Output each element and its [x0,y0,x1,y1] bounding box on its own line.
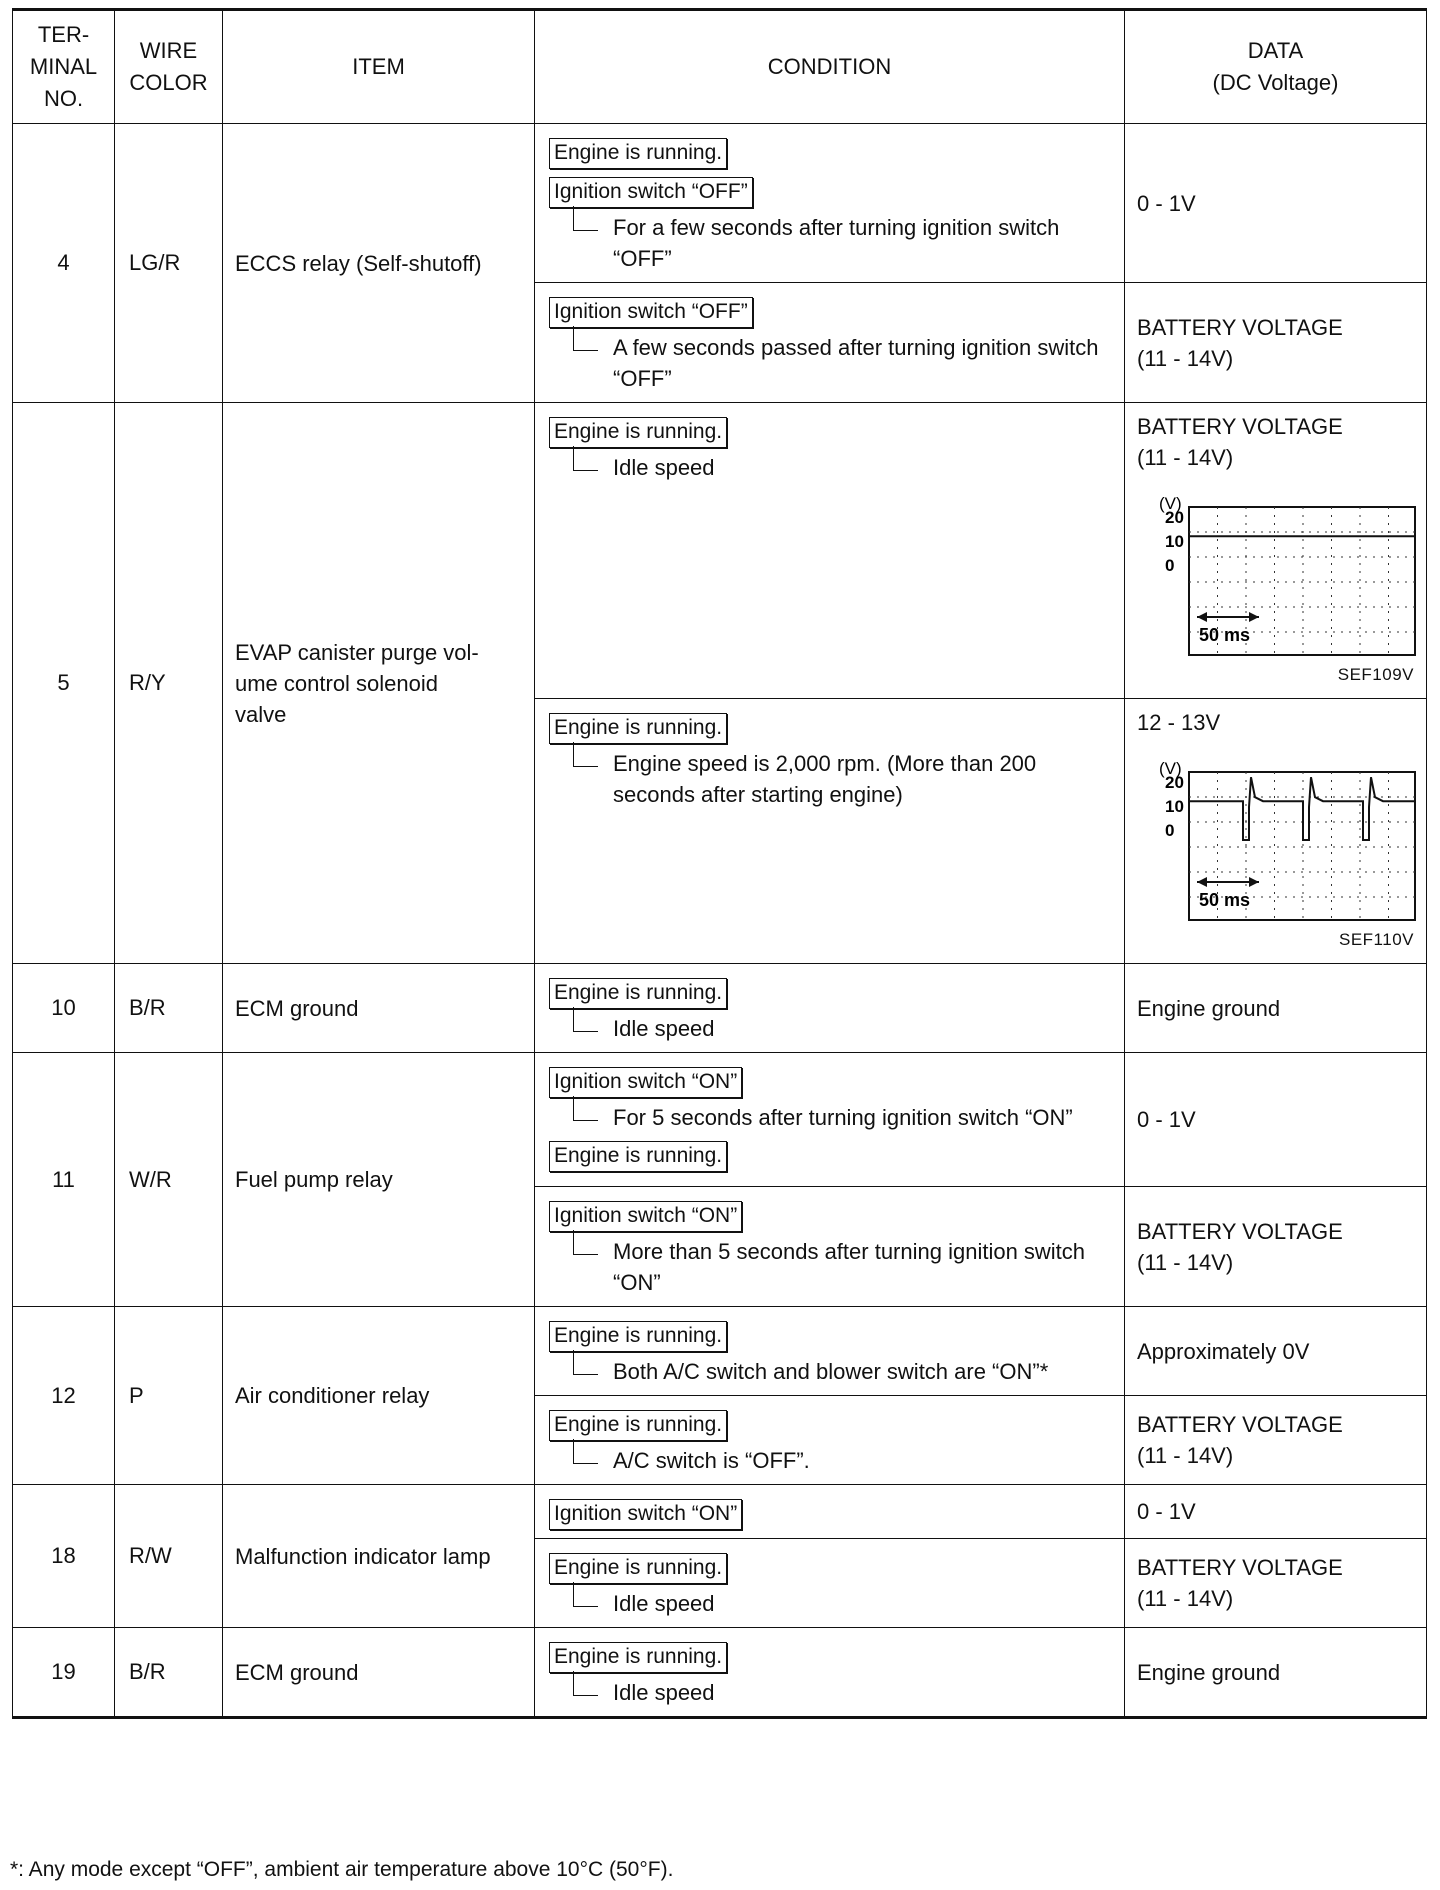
wire-color-cell: R/W [115,1485,223,1628]
arrow-left-icon [1197,877,1207,887]
y-axis-unit: (V) [1159,494,1182,513]
footnote: *: Any mode except “OFF”, ambient air temperature above 10°C (50°F). [10,1858,674,1881]
condition-cell [535,1485,1125,1539]
time-scale-label: 50 ms [1199,625,1251,645]
data-cell [1125,1628,1427,1718]
condition-detail [549,212,1110,274]
data-cell [1125,124,1427,283]
header-condition [535,10,1125,124]
condition-box: Ignition switch “ON” [549,1499,742,1530]
terminal-no-cell: 4 [13,124,115,403]
data-cell [1125,1485,1427,1539]
table-row [13,1307,1427,1396]
condition-box-wrap [549,970,1110,1009]
data-value: 0 - 1V [1137,1107,1196,1132]
data-value: 0 - 1V [1137,190,1196,216]
y-tick-label: 10 [1165,797,1184,816]
condition-cell [535,699,1125,964]
header-terminal-no-text: TER- MINAL NO. [29,22,98,111]
condition-detail [549,1102,1110,1133]
condition-detail-text: A few seconds passed after turning ignition switch “OFF” [613,335,1099,391]
data-value: BATTERY VOLTAGE (11 - 14V) [1137,314,1343,371]
data-cell [1125,1539,1427,1628]
data-cell [1125,964,1427,1053]
header-terminal-no [13,10,115,124]
condition-detail-text: A/C switch is “OFF”. [613,1448,810,1473]
condition-box-wrap [549,1402,1110,1441]
bracket-connector-icon [573,1439,598,1464]
figure-code: SEF109V [1337,665,1414,684]
data-cell [1125,1307,1427,1396]
y-tick-label: 20 [1165,508,1184,527]
condition-cell [535,124,1125,283]
terminal-no-cell: 11 [13,1053,115,1307]
terminal-spec-table [12,8,1427,1719]
table-row [13,403,1427,699]
table-header-row [13,10,1427,124]
condition-box: Ignition switch “ON” [549,1067,742,1098]
condition-box-wrap [549,130,1110,169]
item-cell: EVAP canister purge vol- ume control solenoid valve [223,403,535,964]
bracket-connector-icon [573,1096,598,1121]
waveform-trace [1189,777,1415,840]
condition-box-wrap [549,1193,1110,1232]
wire-color-cell: W/R [115,1053,223,1307]
data-cell [1125,403,1427,699]
condition-cell [535,1628,1125,1718]
header-item-text: ITEM [352,54,405,79]
y-axis-unit: (V) [1159,759,1182,778]
table-row [13,1628,1427,1718]
condition-box: Engine is running. [549,978,727,1009]
time-scale-label: 50 ms [1199,890,1251,910]
condition-cell [535,1307,1125,1396]
wire-color-cell: P [115,1307,223,1485]
condition-detail-text: Engine speed is 2,000 rpm. (More than 200 seconds after starting engine) [613,751,1037,807]
data-value: 0 - 1V [1137,1499,1196,1524]
header-data-text: DATA (DC Voltage) [1212,38,1339,95]
condition-box: Engine is running. [549,1553,727,1584]
wire-color-cell: LG/R [115,124,223,403]
bracket-connector-icon [573,1350,598,1375]
condition-box: Engine is running. [549,1321,727,1352]
condition-box: Engine is running. [549,1642,727,1673]
condition-detail [549,332,1110,394]
terminal-no-cell: 5 [13,403,115,964]
terminal-spec-sheet [12,8,1426,1719]
condition-box-wrap [549,1313,1110,1352]
condition-detail-text: More than 5 seconds after turning ignition switch “ON” [613,1239,1086,1295]
condition-detail-text: Idle speed [613,1016,715,1041]
condition-box: Engine is running. [549,1410,727,1441]
condition-detail-text: Idle speed [613,1680,715,1705]
condition-cell [535,1539,1125,1628]
terminal-no-cell: 18 [13,1485,115,1628]
condition-cell [535,1187,1125,1307]
item-cell: Malfunction indicator lamp [223,1485,535,1628]
wire-color-cell: B/R [115,1628,223,1718]
condition-box: Engine is running. [549,417,727,448]
arrow-right-icon [1249,612,1259,622]
condition-box-wrap [549,289,1110,328]
header-data [1125,10,1427,124]
bracket-connector-icon [573,742,598,767]
condition-detail [549,748,1110,810]
bracket-connector-icon [573,206,598,231]
data-value: BATTERY VOLTAGE (11 - 14V) [1137,1412,1343,1468]
header-item [223,10,535,124]
condition-box-wrap [549,1545,1110,1584]
table-body [13,124,1427,1718]
condition-box-wrap [549,1133,1110,1172]
arrow-left-icon [1197,612,1207,622]
condition-cell [535,964,1125,1053]
terminal-no-cell: 12 [13,1307,115,1485]
bracket-connector-icon [573,1230,598,1255]
condition-detail [549,1236,1110,1298]
bracket-connector-icon [573,326,598,351]
item-cell: ECM ground [223,1628,535,1718]
condition-box: Ignition switch “OFF” [549,297,753,328]
condition-box: Engine is running. [549,713,727,744]
condition-detail-text: Idle speed [613,455,715,480]
item-cell: Fuel pump relay [223,1053,535,1307]
condition-cell [535,403,1125,699]
data-value: Engine ground [1137,1659,1281,1685]
condition-box-wrap [549,169,1110,208]
data-value: BATTERY VOLTAGE (11 - 14V) [1137,414,1343,470]
bracket-connector-icon [573,1671,598,1696]
condition-cell [535,283,1125,403]
bracket-connector-icon [573,1007,598,1032]
condition-box-wrap [549,1634,1110,1673]
data-value: Approximately 0V [1137,1338,1310,1364]
condition-detail [549,1588,1110,1619]
y-tick-label: 0 [1165,821,1175,840]
oscilloscope-waveform [1137,746,1417,926]
condition-box: Engine is running. [549,1141,727,1172]
table-row [13,1053,1427,1187]
data-cell [1125,283,1427,403]
oscilloscope-waveform [1137,481,1417,661]
wire-color-cell: R/Y [115,403,223,964]
arrow-right-icon [1249,877,1259,887]
condition-box-wrap [549,1059,1110,1098]
condition-box: Engine is running. [549,138,727,169]
condition-box: Ignition switch “ON” [549,1201,742,1232]
condition-detail [549,1677,1110,1708]
data-cell [1125,1053,1427,1187]
table-row [13,124,1427,283]
item-cell: ECM ground [223,964,535,1053]
header-wire-color [115,10,223,124]
condition-cell [535,1053,1125,1187]
condition-detail [549,1445,1110,1476]
bracket-connector-icon [573,446,598,471]
table-row [13,964,1427,1053]
condition-detail-text: Idle speed [613,1591,715,1616]
item-cell: Air conditioner relay [223,1307,535,1485]
header-condition-text: CONDITION [767,54,892,79]
y-tick-label: 0 [1165,556,1175,575]
data-cell [1125,699,1427,964]
condition-detail-text: For 5 seconds after turning ignition switch “ON” [613,1105,1073,1130]
condition-detail [549,1013,1110,1044]
condition-box-wrap [549,409,1110,448]
y-tick-label: 20 [1165,773,1184,792]
condition-detail [549,1356,1110,1387]
header-wire-color-text: WIRE COLOR [129,38,208,95]
terminal-no-cell: 19 [13,1628,115,1718]
data-value: BATTERY VOLTAGE (11 - 14V) [1137,1218,1343,1275]
condition-cell [535,1396,1125,1485]
condition-detail-text: Both A/C switch and blower switch are “ON”* [613,1359,1049,1384]
data-cell [1125,1187,1427,1307]
condition-box: Ignition switch “OFF” [549,177,753,208]
figure-code: SEF110V [1338,930,1414,949]
condition-box-wrap [549,1491,1110,1530]
item-cell: ECCS relay (Self-shutoff) [223,124,535,403]
y-tick-label: 10 [1165,532,1184,551]
data-value: 12 - 13V [1137,710,1221,735]
bracket-connector-icon [573,1582,598,1607]
data-cell [1125,1396,1427,1485]
wire-color-cell: B/R [115,964,223,1053]
data-value: BATTERY VOLTAGE (11 - 14V) [1137,1555,1343,1611]
terminal-no-cell: 10 [13,964,115,1053]
condition-box-wrap [549,705,1110,744]
table-row [13,1485,1427,1539]
condition-detail [549,452,1110,483]
data-value: Engine ground [1137,995,1281,1021]
condition-detail-text: For a few seconds after turning ignition switch “OFF” [613,215,1060,271]
